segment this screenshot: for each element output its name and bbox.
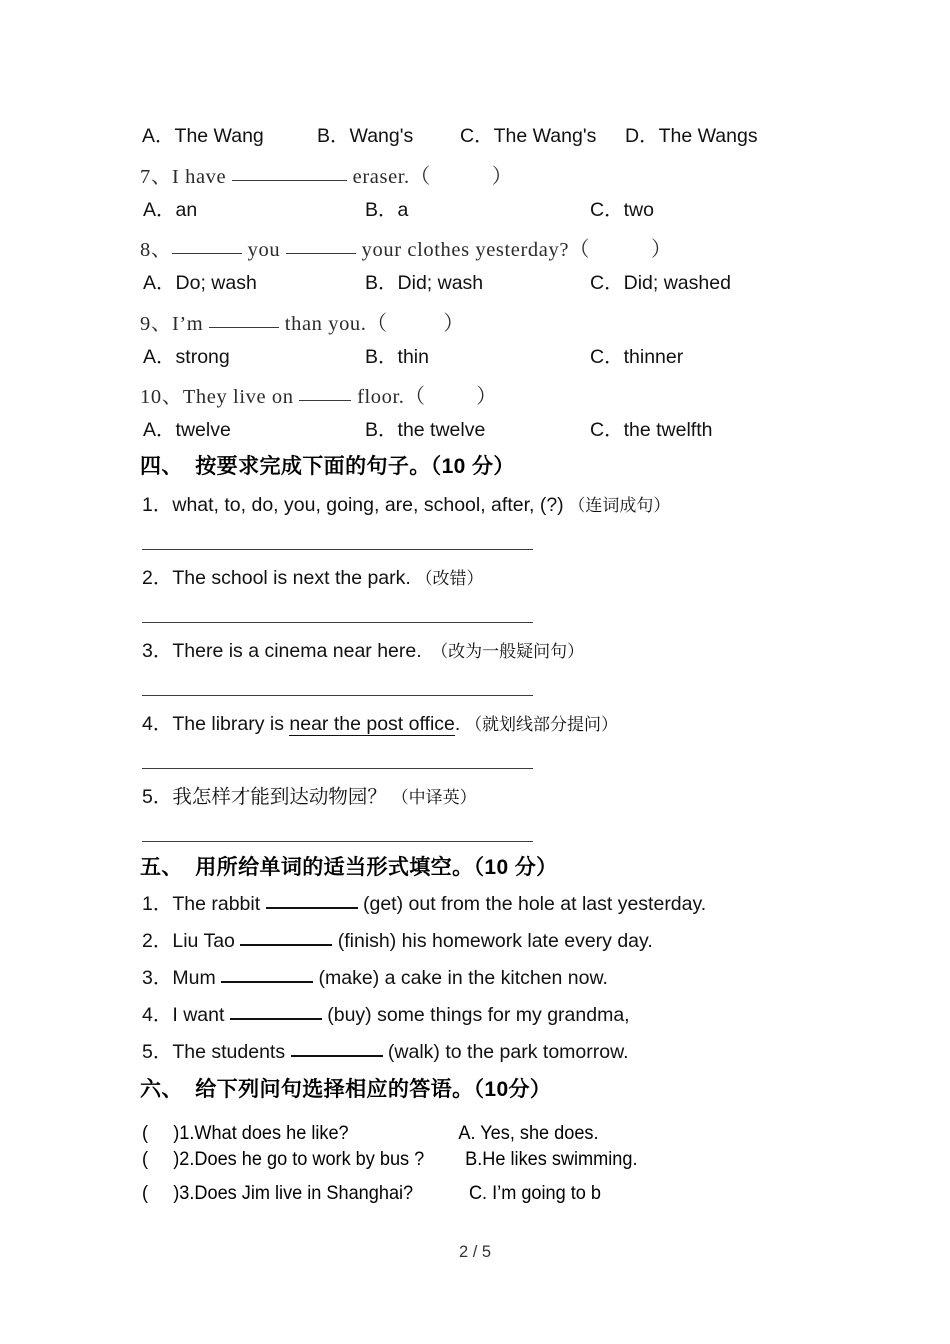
fill-blank[interactable]	[230, 1018, 322, 1020]
answer-blank[interactable]	[172, 253, 242, 254]
answer-line-3[interactable]	[142, 695, 533, 696]
section-five-item-2: 2．Liu Tao (finish) his homework late every day.	[142, 930, 653, 952]
option-b: B．a	[365, 199, 409, 221]
section-five-item-3: 3．Mum (make) a cake in the kitchen now.	[142, 967, 608, 989]
answer-line-4[interactable]	[142, 768, 533, 769]
option-a: A．Do; wash	[143, 272, 257, 294]
fill-blank[interactable]	[266, 907, 358, 909]
option-a: A．strong	[143, 346, 230, 368]
section-six-item-3: ( )3.Does Jim live in Shanghai? C. I’m going to b	[142, 1182, 601, 1204]
section-four-item-3: 3．There is a cinema near here. （改为一般疑问句）	[142, 640, 585, 662]
section-four-item-4: 4．The library is near the post office. （就划线部分提问）	[142, 713, 619, 735]
option-c: C．Did; washed	[590, 272, 731, 294]
section-four-item-2: 2．The school is next the park. （改错）	[142, 567, 484, 589]
option-a: A．an	[143, 199, 198, 221]
option-b: B．Wang's	[317, 125, 414, 147]
answer-blank[interactable]	[299, 400, 351, 401]
option-c: C．The Wang's	[460, 125, 597, 147]
match-answer: B.He likes swimming.	[465, 1148, 638, 1170]
answer-bracket[interactable]: （ ）	[366, 313, 464, 335]
fill-blank[interactable]	[221, 981, 313, 983]
question-9-stem: 9、I’m than you.（ ）	[140, 313, 464, 335]
option-c: C．the twelfth	[590, 419, 713, 441]
answer-bracket[interactable]: （ ）	[409, 166, 513, 188]
section-six-item-2: ( )2.Does he go to work by bus ? B.He likes swimming.	[142, 1148, 638, 1170]
option-b: B．Did; wash	[365, 272, 484, 294]
answer-blank[interactable]	[232, 180, 347, 181]
answer-line-2[interactable]	[142, 622, 533, 623]
question-6-options	[142, 120, 842, 148]
section-six-heading: 六、 给下列问句选择相应的答语。（10分）	[140, 1078, 552, 1101]
match-checkbox[interactable]: ( )	[142, 1148, 180, 1170]
match-checkbox[interactable]: ( )	[142, 1122, 180, 1144]
option-a: A．The Wang	[142, 125, 264, 147]
fill-blank[interactable]	[240, 944, 332, 946]
page-number: 2 / 5	[458, 1243, 492, 1261]
option-d: D．The Wangs	[625, 125, 758, 147]
answer-line-5[interactable]	[142, 841, 533, 842]
question-10-stem: 10、They live on floor.（ ）	[140, 386, 497, 408]
fill-blank[interactable]	[291, 1055, 383, 1057]
section-four-item-1: 1．what, to, do, you, going, are, school, after, (?) （连词成句）	[142, 494, 671, 516]
option-b: B．the twelve	[365, 419, 486, 441]
question-8-options	[143, 267, 903, 295]
section-four-heading: 四、 按要求完成下面的句子。（10 分）	[140, 455, 515, 478]
question-9-options	[143, 341, 843, 369]
answer-line-1[interactable]	[142, 549, 533, 550]
question-7-stem: 7、I have eraser.（ ）	[140, 166, 513, 188]
question-7-options	[143, 194, 843, 222]
answer-bracket[interactable]: （ ）	[569, 239, 672, 261]
section-six-item-1: ( )1.What does he like? A. Yes, she does.	[142, 1122, 599, 1144]
section-four-item-5: 5．我怎样才能到达动物园？ （中译英）	[142, 786, 477, 808]
answer-bracket[interactable]: （ ）	[404, 386, 497, 408]
question-8-stem: 8、 you your clothes yesterday?（ ）	[140, 239, 672, 261]
section-five-item-5: 5．The students (walk) to the park tomorrow.	[142, 1041, 629, 1063]
section-five-heading: 五、 用所给单词的适当形式填空。（10 分）	[140, 856, 558, 879]
underlined-phrase: near the post office	[289, 713, 455, 735]
answer-blank[interactable]	[209, 327, 279, 328]
question-10-options	[143, 414, 843, 442]
match-answer: A. Yes, she does.	[458, 1122, 599, 1144]
section-five-item-4: 4．I want (buy) some things for my grandma,	[142, 1004, 630, 1026]
match-checkbox[interactable]: ( )	[142, 1182, 180, 1204]
option-c: C．thinner	[590, 346, 684, 368]
option-c: C．two	[590, 199, 654, 221]
option-a: A．twelve	[143, 419, 231, 441]
match-answer: C. I’m going to b	[468, 1182, 601, 1204]
option-b: B．thin	[365, 346, 429, 368]
answer-blank-2[interactable]	[286, 253, 356, 254]
section-five-item-1: 1．The rabbit (get) out from the hole at last yesterday.	[142, 893, 707, 915]
